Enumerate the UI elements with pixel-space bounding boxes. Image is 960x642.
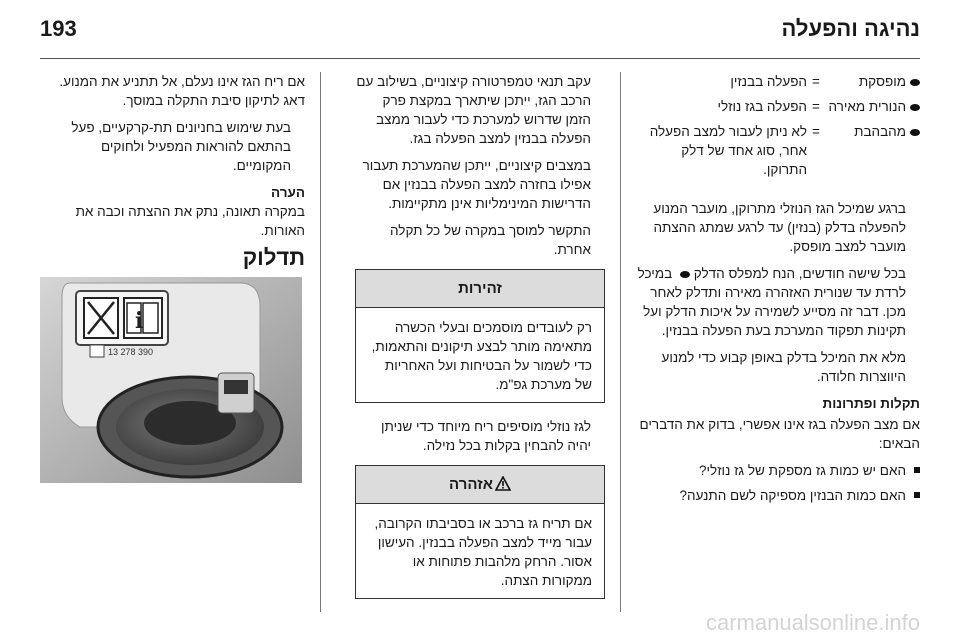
checklist-item: האם יש כמות גז מספקת של גז נוזלי? [635, 461, 920, 480]
warning-body: אם תריח גז ברכב או בסביבתו הקרובה, עבור מייד למצב הפעלה בבנזין. העישון אסור. הרחק מלהבות פתוחות או ממקורות הצתה. [374, 516, 592, 588]
column-divider-left [320, 72, 321, 612]
checklist [635, 461, 920, 505]
indicator-led-icon [680, 271, 690, 278]
indicator-led-icon [910, 79, 920, 86]
watermark: carmanualsonline.info [705, 610, 920, 635]
checklist-item: האם כמות הבנזין מספיקה לשם התנעה? [635, 486, 920, 505]
caution-title: זהירות [356, 270, 604, 308]
square-bullet-icon [914, 492, 920, 498]
mode-description: לא ניתן לעבור למצב הפעלה אחר, סוג אחד של דלק התרוקן. [649, 124, 807, 177]
mode-row: מופסקת = הפעלה בבנזין [635, 72, 920, 97]
section-title: תדלוק [242, 245, 305, 270]
mode-row: מהבהבת = לא ניתן לעבור למצב הפעלה אחר, סוג אחד של דלק התרוקן. [635, 122, 920, 185]
warning-title: אזהרה [449, 476, 493, 493]
paragraph: עקב תנאי טמפרטורה קיצוניים, בשילוב עם הרכב הגז, ייתכן שיתארך במקצת פרק הזמן שדרוש למערכת כדי לעבור ממצב הפעלה בבנזין למצב הפעלה בגז. [356, 74, 591, 146]
square-bullet-icon [914, 467, 920, 473]
paragraph: בעת שימוש בחניונים תת-קרקעיים, פעל בהתאם להוראות המפעיל ולחוקים המקומיים. [71, 120, 291, 173]
paragraph: במצבים קיצוניים, ייתכן שהמערכת תעבור אפילו בחזרה למצב הפעלה בבנזין אם הדרישות המינימליות אינן מתקיימות. [362, 158, 591, 211]
left-column [42, 72, 305, 275]
paragraph: לגז נוזלי מוסיפים ריח מיוחד כדי שניתן יהיה להבחין בקלות בכל נזילה. [381, 419, 591, 453]
page-title: נהיגה והפעלה [781, 16, 920, 41]
warning-header [356, 466, 604, 504]
paragraph: בכל שישה חודשים, הנח למפלס הדלק במיכל לרדת עד שנורית האזהרה מאירה ותדלק לאחר מכן. דבר זה מסייע לשמירה על איכות הדלק ועל תקינות תפקוד המערכת בעת הפעלה בבנזין. [637, 266, 906, 338]
page-number: 193 [40, 16, 77, 41]
lpg-indicator-modes-table [635, 72, 920, 185]
header-divider [40, 58, 920, 59]
mode-name: הנורית מאירה [828, 99, 906, 114]
right-column [635, 72, 920, 511]
mode-description: הפעלה בגז נוזלי [717, 99, 807, 114]
paragraph: התקשר למוסך במקרה של כל תקלה אחרת. [390, 223, 591, 257]
paragraph: אם מצב הפעלה בגז אינו אפשרי, בדוק את הדברים הבאים: [639, 417, 920, 451]
note-text: במקרה תאונה, נתק את ההצתה וכבה את האורות. [75, 204, 305, 238]
mode-row: הנורית מאירה = הפעלה בגז נוזלי [635, 97, 920, 122]
page-header [40, 14, 920, 50]
indicator-led-icon [910, 129, 920, 136]
paragraph: ברגע שמיכל הגז הנוזלי מתרוקן, מועבר המנוע להפעלה בדלק (בנזין) עד לרגע שמתג ההצתה מועבר למצב מופסק. [653, 201, 906, 254]
indicator-led-icon [910, 104, 920, 111]
fuel-flap-illustration [40, 277, 302, 483]
image-label: 13 278 390 [108, 347, 154, 357]
paragraph: מלא את המיכל בדלק באופן קבוע כדי למנוע היווצרות חלודה. [661, 350, 906, 384]
fuel-filler-flap-photo [40, 277, 302, 483]
faults-heading: תקלות ופתרונות [822, 396, 920, 411]
warning-box [355, 465, 605, 599]
paragraph: אם ריח הגז אינו נעלם, אל תתניע את המנוע. דאג לתיקון סיבת התקלה במוסך. [59, 74, 305, 108]
middle-column [355, 72, 605, 613]
caution-box [355, 269, 605, 403]
mode-description: הפעלה בבנזין [730, 74, 807, 89]
mode-name: מהבהבת [854, 124, 906, 139]
svg-text:i: i [135, 308, 144, 334]
caution-body: רק לעובדים מוסמכים ובעלי הכשרה מתאימה מותר לבצע תיקונים והתאמות, כדי לשמור על הבטיחות ועל האחריות של מערכת גפ"מ. [371, 320, 592, 392]
mode-name: מופסקת [858, 74, 906, 89]
warning-triangle-icon [495, 476, 511, 491]
column-divider-right [620, 72, 621, 612]
note-heading: הערה [271, 185, 305, 200]
